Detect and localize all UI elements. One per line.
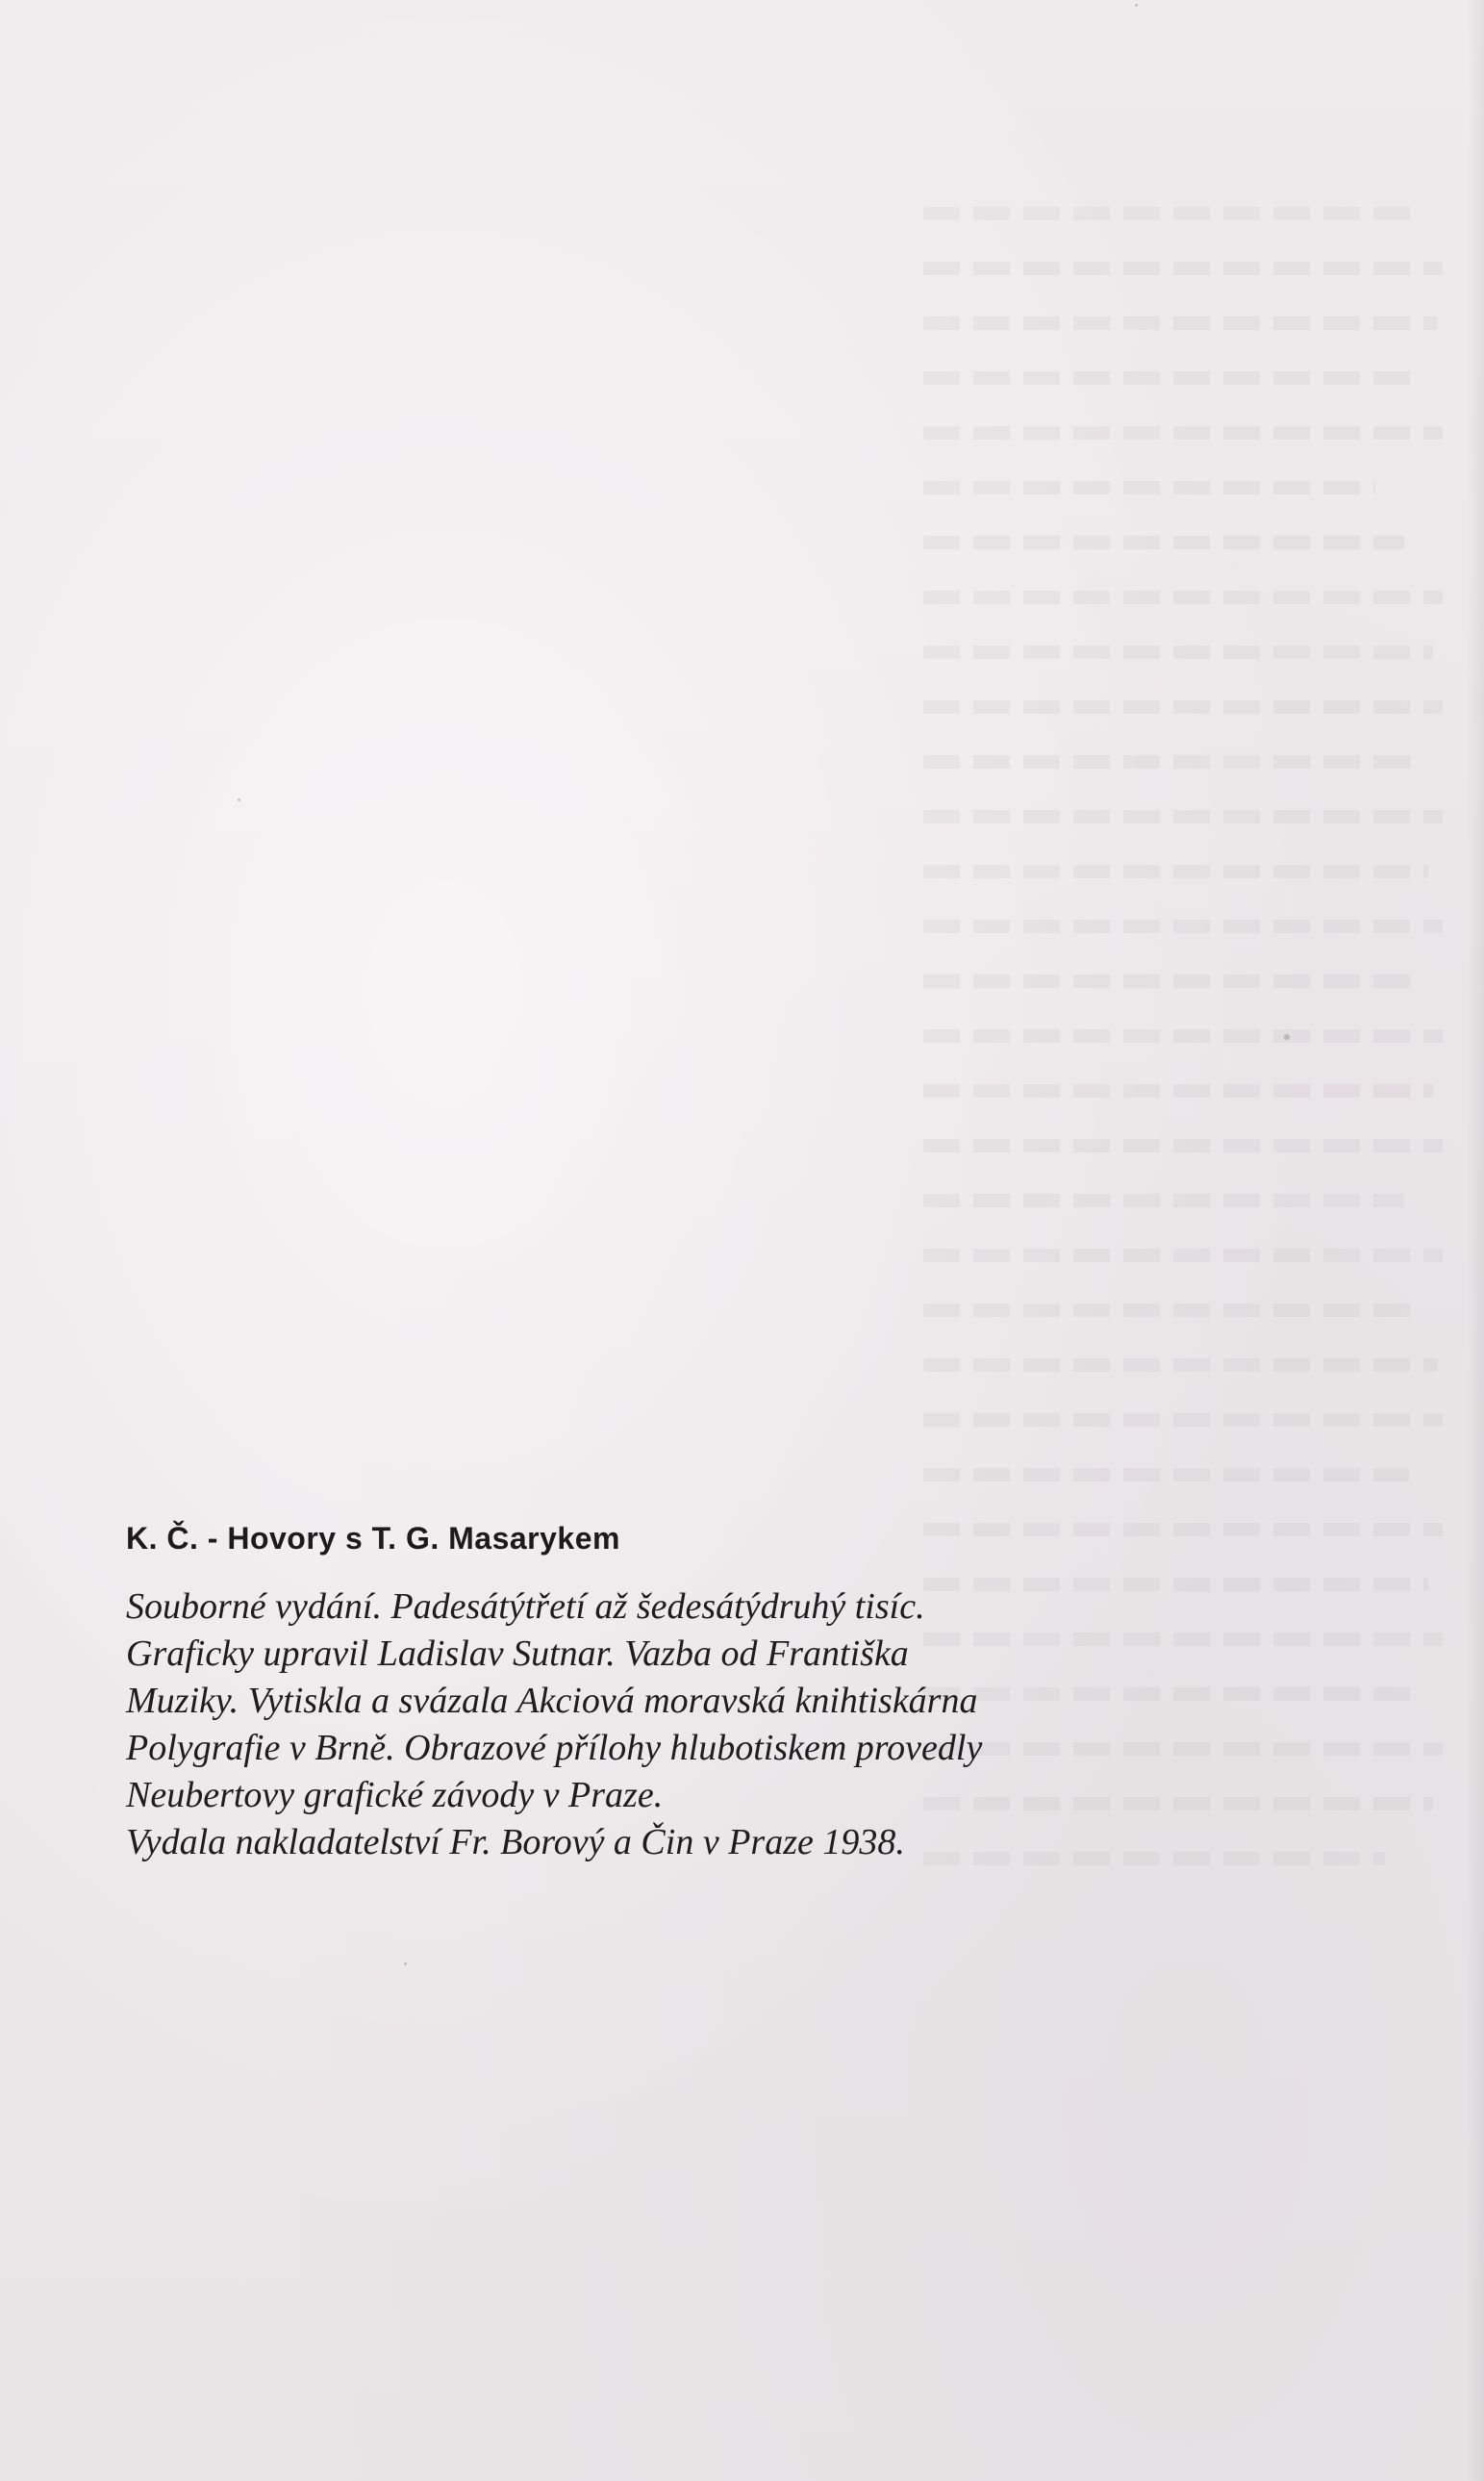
paper-speck [404, 1962, 407, 1965]
paper-speck [238, 798, 240, 801]
colophon-line: Polygrafie v Brně. Obrazové přílohy hlubotiskem provedly [126, 1728, 983, 1768]
colophon-line: Souborné vydání. Padesátýtřetí až šedesátýdruhý tisíc. [126, 1586, 925, 1627]
colophon-heading: K. Č. - Hovory s T. G. Masarykem [126, 1521, 620, 1556]
paper-speck [1284, 1034, 1290, 1040]
colophon-line: Vydala nakladatelství Fr. Borový a Čin v Praze 1938. [126, 1822, 905, 1862]
colophon-line: Muziky. Vytiskla a svázala Akciová moravská knihtiskárna [126, 1681, 978, 1721]
colophon [126, 1518, 1184, 1866]
colophon-line: Graficky upravil Ladislav Sutnar. Vazba od Františka [126, 1633, 909, 1674]
colophon-line: Neubertovy grafické závody v Praze. [126, 1775, 664, 1815]
paper-speck [1135, 4, 1138, 7]
page-edge-shadow [1467, 0, 1484, 2481]
